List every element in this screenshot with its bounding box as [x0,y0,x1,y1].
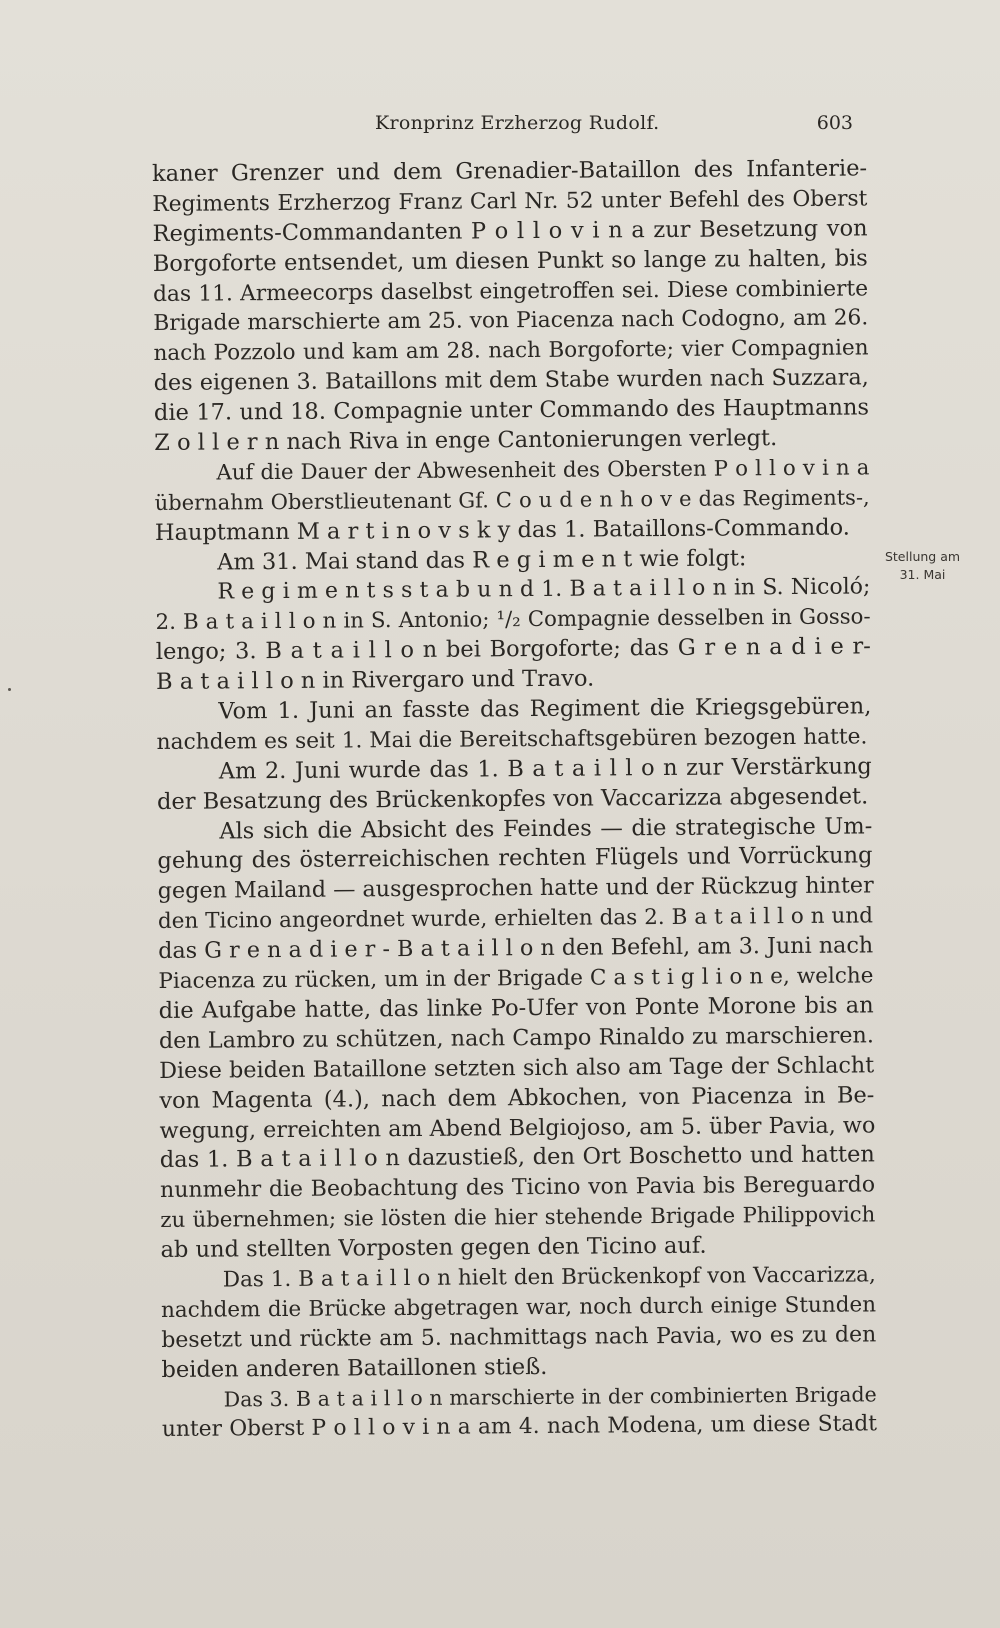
text-line: nachdem es seit 1. Mai die Bereitschaftsgebüren bezogen hatte. [156,724,868,755]
text-line: die Aufgabe hatte, das linke Po-Ufer von Ponte Morone bis an [158,992,874,1024]
text-line: Am 31. Mai stand das R e g i m e n t wie folgt: [217,544,747,576]
text-line: von Magenta (4.), nach dem Abkochen, von Piacenza in Be- [159,1081,875,1114]
text-line: Als sich die Absicht des Feindes — die strategische Um- [219,812,873,845]
text-line: Das 3. B a t a i l l o n marschierte in der combinierten Brigade [223,1381,877,1411]
paper-speck [8,688,11,691]
body-text [152,154,877,1445]
margin-note-line-2: 31. Mai [899,567,946,582]
text-line: Regiments-Commandanten P o l l o v i n a zur Besetzung von [152,215,868,247]
text-line: die 17. und 18. Compagnie unter Commando des Hauptmanns [153,394,870,427]
text-line: nachdem die Brücke abgetragen war, noch durch einige Stunden [160,1292,877,1323]
text-line: Diese beiden Bataillone setzten sich also am Tage der Schlacht [159,1052,875,1084]
text-line: den Lambro zu schützen, nach Campo Rinaldo zu marschieren. [158,1022,874,1054]
text-line: gegen Mailand — ausgesprochen hatte und der Rückzug hinter [157,872,874,905]
page-number: 603 [816,112,853,134]
text-line: das 1. B a t a i l l o n dazustieß, den Ort Boschetto und hatten [159,1141,875,1174]
running-head [375,108,853,138]
margin-note-line-1: Stellung am [884,549,961,564]
text-line: Das 1. B a t a i l l o n hielt den Brückenkopf von Vaccarizza, [222,1262,876,1293]
text-line: Auf die Dauer der Abwesenheit des Obersten P o l l o v i n a [216,455,870,486]
text-line: nunmehr die Beobachtung des Ticino von Pavia bis Bereguardo [159,1172,876,1204]
text-line: das 11. Armeecorps daselbst eingetroffen sei. Diese combinierte [152,275,869,307]
margin-note [875,548,970,584]
text-line: wegung, erreichten am Abend Belgiojoso, am 5. über Pavia, wo [159,1111,876,1144]
text-line: ab und stellten Vorposten gegen den Ticino auf. [160,1232,707,1264]
text-line: den Ticino angeordnet wurde, erhielten das 2. B a t a i l l o n und [157,903,874,935]
text-line: 2. B a t a i l l o n in S. Antonio; ¹/₂ Compagnie desselben in Gosso- [155,604,871,636]
text-line: das G r e n a d i e r - B a t a i l l o n den Befehl, am 3. Juni nach [158,932,874,965]
text-line: übernahm Oberstlieutenant Gf. C o u d e n h o v e das Regiments-, [154,485,870,515]
text-line: Borgoforte entsendet, um diesen Punkt so lange zu halten, bis [152,245,868,277]
text-line: nach Pozzolo und kam am 28. nach Borgoforte; vier Compagnien [153,335,869,367]
text-line: Z o l l e r n nach Riva in enge Cantonierungen verlegt. [154,425,778,457]
text-line: zu übernehmen; sie lösten die hier stehende Brigade Philippovich [160,1202,876,1234]
text-line: Vom 1. Juni an fasste das Regiment die Kriegsgebüren, [218,693,872,725]
text-line: Piacenza zu rücken, um in der Brigade C a s t i g l i o n e, welche [158,963,874,995]
text-line: Regiments Erzherzog Franz Carl Nr. 52 unter Befehl des Oberst [152,186,868,217]
text-line: Hauptmann M a r t i n o v s k y das 1. Bataillons-Commando. [154,514,850,546]
text-line: des eigenen 3. Bataillons mit dem Stabe wurden nach Suzzara, [153,364,869,397]
text-line: unter Oberst P o l l o v i n a am 4. nach Modena, um diese Stadt [161,1411,878,1443]
running-title: Kronprinz Erzherzog Rudolf. [375,112,660,134]
text-line: lengo; 3. B a t a i l l o n bei Borgoforte; das G r e n a d i e r- [155,633,871,666]
text-line: B a t a i l l o n in Rivergaro und Travo. [155,665,595,696]
text-line: beiden anderen Bataillonen stieß. [161,1353,548,1383]
text-line: Brigade marschierte am 25. von Piacenza nach Codogno, am 26. [153,305,869,337]
text-line: gehung des österreichischen rechten Flügels und Vorrückung [157,842,873,875]
text-line: besetzt und rückte am 5. nachmittags nach Pavia, wo es zu den [161,1322,877,1353]
text-line: kaner Grenzer und dem Grenadier-Bataillon des Infanterie- [152,155,868,187]
text-line: R e g i m e n t s s t a b u n d 1. B a t a i l l o n in S. Nicoló; [217,574,871,605]
text-line: der Besatzung des Brückenkopfes von Vaccarizza abgesendet. [156,783,869,815]
text-line: Am 2. Juni wurde das 1. B a t a i l l o n zur Verstärkung [218,753,872,785]
